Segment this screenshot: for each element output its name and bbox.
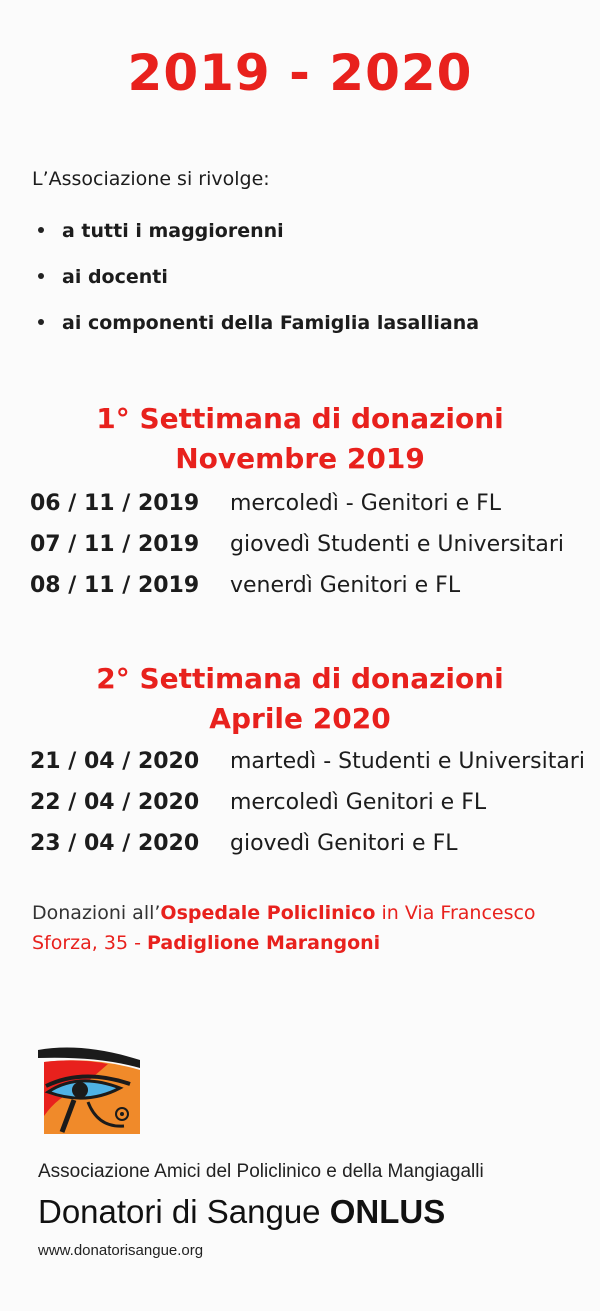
week2-schedule xyxy=(30,749,585,872)
schedule-desc: giovedì Studenti e Universitari xyxy=(230,532,564,557)
donation-location xyxy=(32,898,582,958)
target-list xyxy=(32,213,479,351)
schedule-row xyxy=(30,573,564,614)
website-link: www.donatorisangue.org xyxy=(38,1242,204,1259)
schedule-row xyxy=(30,491,564,532)
schedule-row xyxy=(30,749,585,790)
location-address: in Via Francesco Sforza, 35 - xyxy=(32,902,536,954)
list-item xyxy=(32,213,479,259)
list-item-label: a tutti i maggiorenni xyxy=(62,220,284,242)
week2-title: 2° Settimana di donazioni xyxy=(96,662,504,695)
schedule-date: 22 / 04 / 2020 xyxy=(30,790,200,815)
schedule-date: 06 / 11 / 2019 xyxy=(30,491,200,516)
list-item xyxy=(32,305,479,351)
year-heading: 2019 - 2020 xyxy=(127,44,473,102)
week1-title: 1° Settimana di donazioni xyxy=(96,402,504,435)
bullet-icon xyxy=(38,273,44,279)
eye-of-horus-logo-icon xyxy=(38,1046,140,1142)
week1-schedule xyxy=(30,491,564,614)
schedule-desc: martedì - Studenti e Universitari xyxy=(230,749,585,774)
week2-month: Aprile 2020 xyxy=(209,702,391,735)
list-item xyxy=(32,259,479,305)
schedule-desc: mercoledì Genitori e FL xyxy=(230,790,487,815)
schedule-row xyxy=(30,831,585,872)
onlus-label: ONLUS xyxy=(329,1193,446,1230)
hospital-name: Ospedale Policlinico xyxy=(160,902,376,924)
location-prefix: Donazioni all’ xyxy=(32,902,161,924)
list-item-label: ai docenti xyxy=(62,266,168,288)
week1-month: Novembre 2019 xyxy=(175,442,425,475)
schedule-date: 07 / 11 / 2019 xyxy=(30,532,200,557)
intro-text: L’Associazione si rivolge: xyxy=(32,168,270,190)
list-item-label: ai componenti della Famiglia lasalliana xyxy=(62,312,480,334)
pavilion-name: Padiglione Marangoni xyxy=(147,932,381,954)
association-name: Associazione Amici del Policlinico e della Mangiagalli xyxy=(38,1161,484,1182)
schedule-row xyxy=(30,532,564,573)
schedule-desc: giovedì Genitori e FL xyxy=(230,831,458,856)
bullet-icon xyxy=(38,227,44,233)
bullet-icon xyxy=(38,319,44,325)
schedule-date: 23 / 04 / 2020 xyxy=(30,831,200,856)
schedule-desc: venerdì Genitori e FL xyxy=(230,573,461,598)
schedule-date: 21 / 04 / 2020 xyxy=(30,749,200,774)
organization-name xyxy=(38,1193,445,1231)
schedule-desc: mercoledì - Genitori e FL xyxy=(230,491,502,516)
schedule-row xyxy=(30,790,585,831)
schedule-date: 08 / 11 / 2019 xyxy=(30,573,200,598)
donors-label: Donatori di Sangue xyxy=(38,1193,321,1230)
